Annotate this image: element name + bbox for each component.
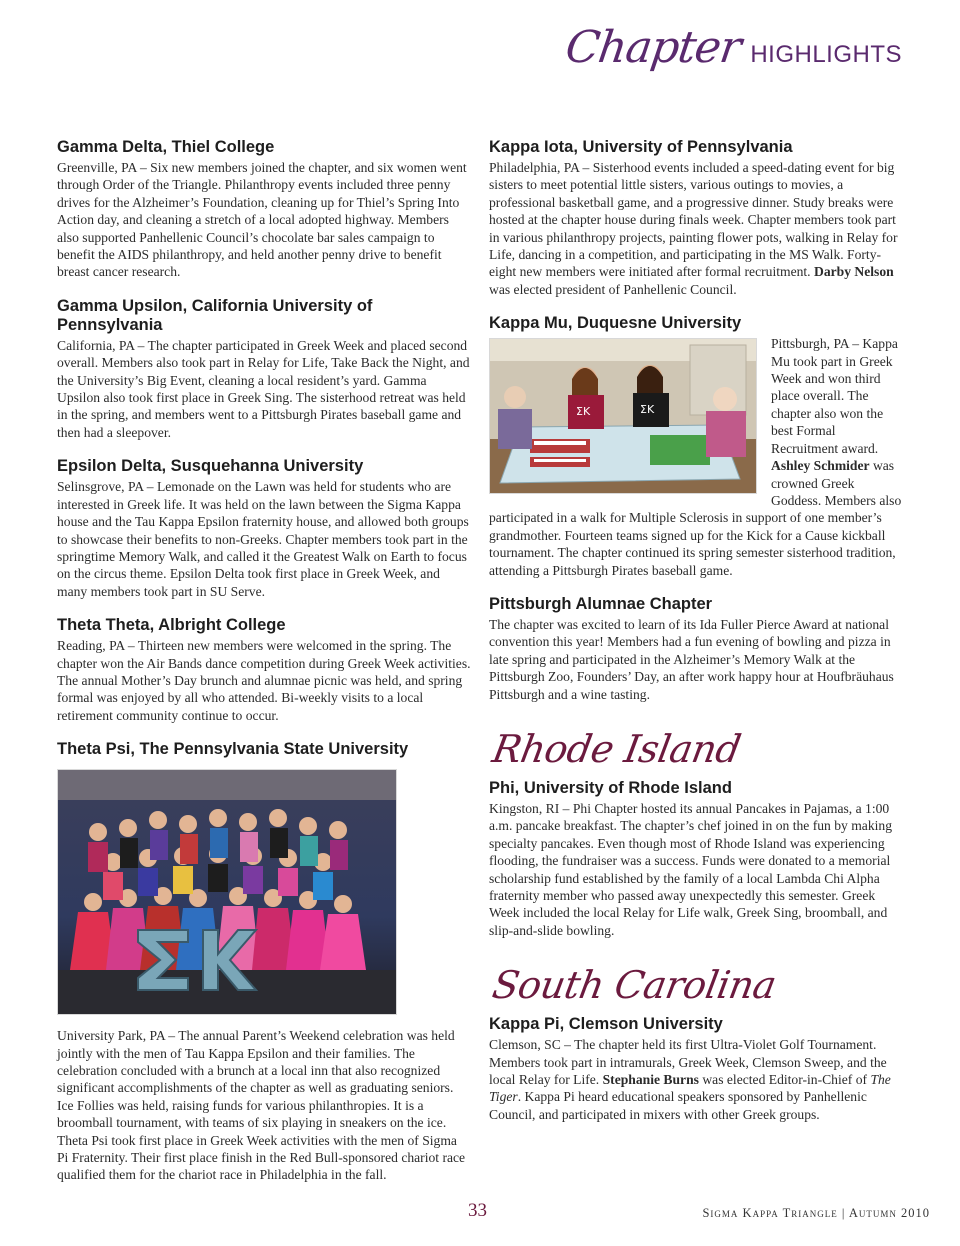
article-body: California, PA – The chapter participated in Greek Week and placed second overall. Members also took part in Relay for Life, Take Back the Night, and the University’s Big Event, cleaning a local resident’s yard. Gamma Upsilon also took first place in Greek Sing. The sisterhood retreat was held in the spring, and members went to a Pittsburgh Pirates baseball game and then had a sleepover. xyxy=(57,337,470,440)
theta-psi-group-photo xyxy=(57,769,397,1015)
header-script-title: Chapter xyxy=(562,22,744,73)
article-body: Kingston, RI – Phi Chapter hosted its annual Pancakes in Pajamas, a 1:00 a.m. pancake breakfast. The chapter’s chef joined in on the fun by making specialty pancakes. Even though most of Rhode Island was experiencing flooding, the fundraiser was a success. Funds were donated to a memorial scholarship fund established by the family of a local Lambda Chi Alpha fraternity member who passed away unexpectedly this semester. Greek Week included the local Relay for Life walk, Greek Sing, broomball, and slip-and-slide bowling. xyxy=(489,800,893,938)
article-epsilon-delta xyxy=(57,457,471,600)
kappa-mu-illustration xyxy=(490,339,756,493)
body-text: Pittsburgh, PA – Kappa Mu took part in Greek Week and won third place overall. The chapter also won the best Formal Recruitment award. xyxy=(771,336,898,456)
group-photo-illustration xyxy=(58,770,396,1014)
article-pittsburgh-alumnae xyxy=(489,595,903,703)
article-kappa-mu xyxy=(489,314,903,579)
kappa-mu-photo xyxy=(489,338,757,494)
left-column xyxy=(57,138,471,1200)
page-number: 33 xyxy=(468,1200,487,1221)
article-body xyxy=(489,1036,903,1123)
article-heading: Theta Theta, Albright College xyxy=(57,616,286,635)
body-text: Philadelphia, PA – Sisterhood events included a speed-dating event for big sisters to meet potential little sisters, various outings to movies, a professional basketball game, and a progressive dinner. Study breaks were hosted at the chapter house during finals week. Chapter members took part in various philanthropy projects, painting flower pots, walking in Relay for Life, dancing in a competition, and participating in the MS Walk. Forty-eight new members were initiated after formal recruitment. xyxy=(489,160,898,280)
body-tail: was crowned Greek Goddess. Members also participated in a walk for Multiple Sclerosis in support of one member’s grandmother. Fourteen teams signed up for the Kick for a Cause kickball tournament. The chapter continued its spring semester sisterhood tradition, attending a Pittsburgh Pirates baseball game. xyxy=(489,458,902,578)
article-phi xyxy=(489,779,903,939)
article-heading: Epsilon Delta, Susquehanna University xyxy=(57,457,364,476)
article-kappa-iota xyxy=(489,138,903,298)
bold-name: Stephanie Burns xyxy=(602,1072,699,1088)
article-body: The chapter was excited to learn of its Ida Fuller Pierce Award at national convention this year! Members had a fun evening of bowling and pizza in late spring and participated in the Alzheimer’s Memory Walk at the Pittsburgh Zoo, Founders’ Day, an after work happy hour at Houfbräuhaus Pittsburgh and a wine tasting. xyxy=(489,616,894,702)
article-heading: Kappa Mu, Duquesne University xyxy=(489,314,742,333)
svg-text:ΣΚ: ΣΚ xyxy=(576,405,591,419)
article-body xyxy=(489,159,903,298)
state-label-rhode-island: Rhode Island xyxy=(489,726,744,771)
article-heading: Gamma Delta, Thiel College xyxy=(57,138,275,156)
publication-footer: Sigma Kappa Triangle | Autumn 2010 xyxy=(702,1206,930,1220)
state-label-south-carolina: South Carolina xyxy=(489,963,780,1008)
article-heading: Theta Psi, The Pennsylvania State University xyxy=(57,740,409,759)
article-body: Greenville, PA – Six new members joined the chapter, and six women went through Order of the Triangle. Philanthropy events included three penny drives for the Alzheimer’s Foundation, cleaning up for Thiel’s Spring Into Action day, and cleaning a stretch of a local adopted highway. Members also supported Panhellenic Council’s chocolate bar sales campaign to benefit the AIDS philanthropy, and held another penny drive to benefit breast cancer research. xyxy=(57,160,467,280)
article-heading: Gamma Upsilon, California University of Pennsylvania xyxy=(57,296,373,334)
body-text: Clemson, SC – The chapter held its first Ultra-Violet Golf Tournament. Members took part in intramurals, Greek Week, Clemson Sweep, and the local Relay for Life. xyxy=(489,1037,887,1088)
article-heading: Pittsburgh Alumnae Chapter xyxy=(489,594,713,613)
article-heading: Kappa Iota, University of Pennsylvania xyxy=(489,138,793,156)
italic-title: The Tiger xyxy=(489,1072,891,1105)
article-theta-theta xyxy=(57,616,471,724)
header-caps-title: HIGHLIGHTS xyxy=(750,41,902,68)
article-theta-psi xyxy=(57,740,471,1184)
body-mid: was elected Editor-in-Chief of xyxy=(698,1072,871,1088)
body-tail: was elected president of Panhellenic Council. xyxy=(489,281,737,297)
article-heading: Kappa Pi, Clemson University xyxy=(489,1015,723,1034)
article-gamma-upsilon xyxy=(57,297,471,441)
bold-name: Ashley Schmider xyxy=(771,458,870,474)
article-body: Selinsgrove, PA – Lemonade on the Lawn was held for students who are interested in Greek life. It was held on the lawn between the Sigma Kappa house and the Tau Kappa Epsilon fraternity house, and allowed both groups to showcase their benefits to non-Greeks. Chapter members took part in the springtime Memory Walk, and called it the Greatest Walk on Earth to focus on the circus theme. Epsilon Delta took first place in Greek Week, and many members took part in SU Serve. xyxy=(57,479,469,599)
article-kappa-pi xyxy=(489,1015,903,1123)
article-gamma-delta xyxy=(57,138,471,281)
article-body: Reading, PA – Thirteen new members were welcomed in the spring. The chapter won the Air Bands dance competition during Greek Week activities. The annual Mother’s Day brunch and alumnae picnic was held, and spring formal was enjoyed by all who attended. Bi-weekly visits to a local retirement community continue to occur. xyxy=(57,638,471,723)
right-column xyxy=(489,138,903,1139)
body-tail: . Kappa Pi heard educational speakers sponsored by Panhellenic Council, and participated in mixers with other Greek groups. xyxy=(489,1089,867,1122)
article-body: University Park, PA – The annual Parent’s Weekend celebration was held jointly with the men of Tau Kappa Epsilon and their families. The celebration concluded with a brunch at a local inn that also recognized significant accomplishments of the chapter as well as graduating seniors. Ice Follies was held, raising funds for various philanthropies. It is a broomball tournament, with teams of six playing in sneakers on the ice. Theta Psi took first place in Greek Week activities with the men of Sigma Pi Fraternity. Their first place finish in the Red Bull-sponsored chariot race qualified them for the chariot race in Philadelphia in the fall. xyxy=(57,1028,466,1183)
bold-name: Darby Nelson xyxy=(814,264,894,280)
page-header xyxy=(562,22,902,73)
svg-text:ΣΚ: ΣΚ xyxy=(640,403,655,417)
article-heading: Phi, University of Rhode Island xyxy=(489,778,732,797)
